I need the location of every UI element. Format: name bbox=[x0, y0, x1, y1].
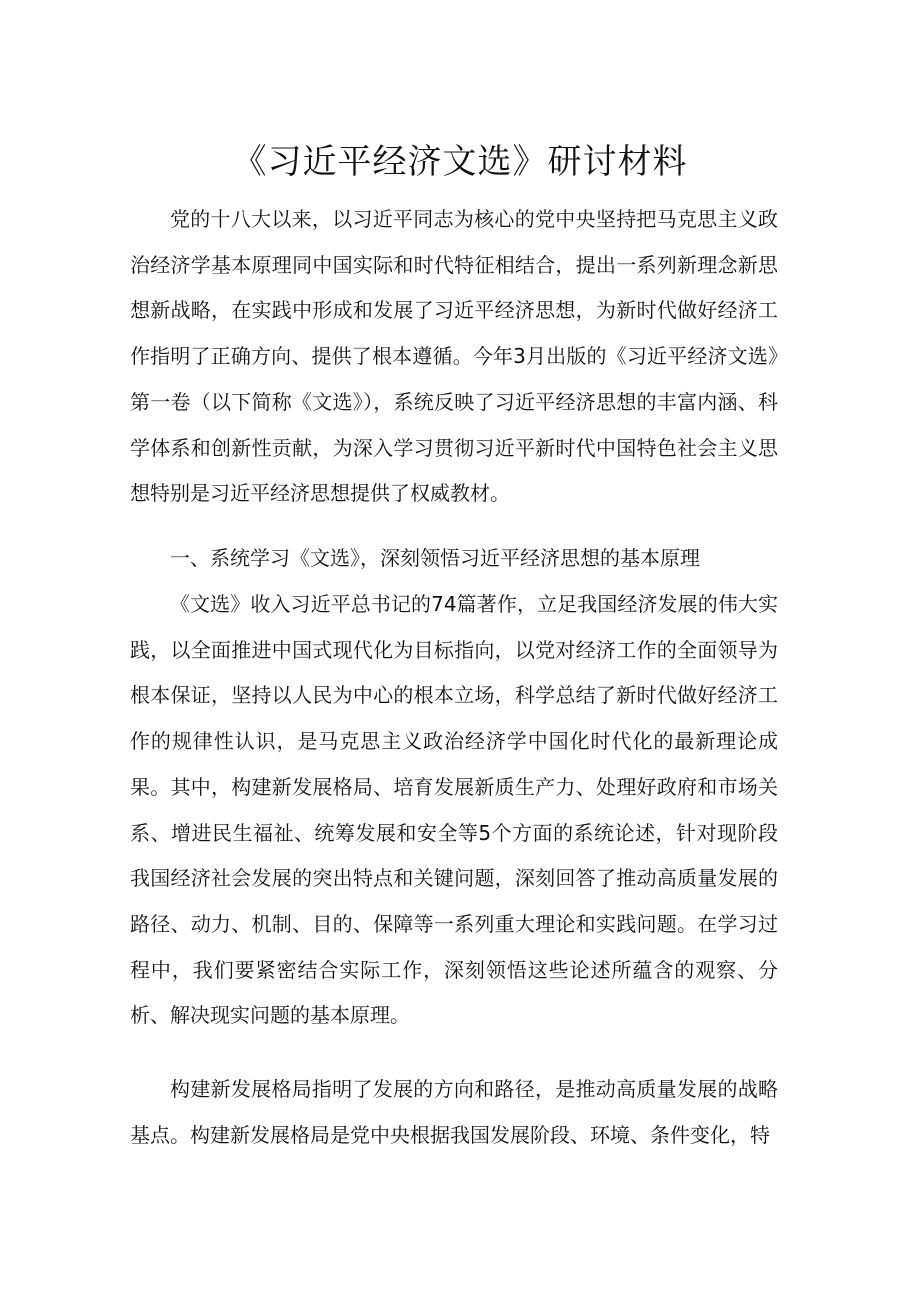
section-paragraph-continued: 构建新发展格局指明了发展的方向和路径，是推动高质量发展的战略基点。构建新发展格局是党中央根据我国发展阶段、环境、条件变化，特 bbox=[130, 1077, 778, 1147]
section-paragraph: 《文选》收入习近平总书记的74篇著作，立足我国经济发展的伟大实践，以全面推进中国式现代化为目标指向，以党对经济工作的全面领导为根本保证，坚持以人民为中心的根本立场，科学总结了新时代做好经济工作的规律性认识，是马克思主义政治经济学中国化时代化的最新理论成果。其中，构建新发展格局、培育发展新质生产力、处理好政府和市场关系、增进民生福祉、统筹发展和安全等5个方面的系统论述，针对现阶段我国经济社会发展的突出特点和关键问题，深刻回答了推动高质量发展的路径、动力、机制、目的、保障等一系列重大理论和实践问题。在学习过程中，我们要紧密结合实际工作，深刻领悟这些论述所蕴含的观察、分析、解决现实问题的基本原理。 bbox=[130, 592, 778, 1028]
intro-paragraph: 党的十八大以来，以习近平同志为核心的党中央坚持把马克思主义政治经济学基本原理同中国实际和时代特征相结合，提出一系列新理念新思想新战略，在实践中形成和发展了习近平经济思想，为新时代做好经济工作指明了正确方向、提供了根本遵循。今年3月出版的《习近平经济文选》第一卷（以下简称《文选》），系统反映了习近平经济思想的丰富内涵、科学体系和创新性贡献，为深入学习贯彻习近平新时代中国特色社会主义思想特别是习近平经济思想提供了权威教材。 bbox=[130, 207, 778, 506]
document-title: 《习近平经济文选》研讨材料 bbox=[232, 142, 688, 182]
section-heading: 一、系统学习《文选》，深刻领悟习近平经济思想的基本原理 bbox=[170, 546, 700, 570]
